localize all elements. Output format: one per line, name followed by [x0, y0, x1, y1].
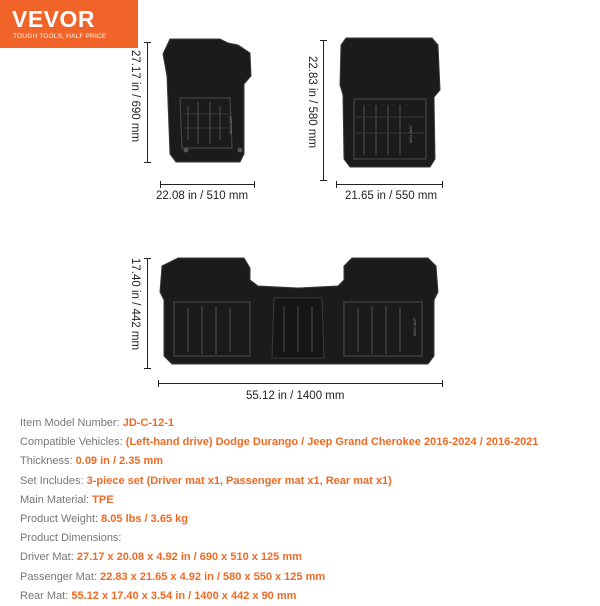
passenger-width-line [336, 184, 442, 185]
brand-tagline: TOUGH TOOLS, HALF PRICE [13, 33, 107, 40]
driver-height-label: 27.17 in / 690 mm [129, 50, 141, 143]
rear-width-tick-right [442, 380, 443, 387]
passenger-height-tick-top [320, 40, 327, 41]
spec-driver-mat: Driver Mat: 27.17 x 20.08 x 4.92 in / 690 x 510 x 125 mm [20, 551, 302, 564]
spec-thickness: Thickness: 0.09 in / 2.35 mm [20, 455, 164, 468]
brand-name: VEVOR [12, 6, 96, 32]
spec-list [20, 414, 538, 606]
driver-height-line [147, 42, 148, 162]
rear-width-label: 55.12 in / 1400 mm [246, 390, 345, 402]
driver-mat-image [158, 36, 258, 166]
rear-height-label: 17.40 in / 442 mm [129, 258, 141, 351]
passenger-width-tick-right [442, 181, 443, 188]
passenger-mat-image [338, 35, 443, 171]
spec-compatible-vehicles: Compatible Vehicles: (Left-hand drive) Dodge Durango / Jeep Grand Cherokee 2016-2024 / 2016-2021 [20, 436, 539, 449]
driver-mat-logo: MAX-MAT [228, 115, 233, 134]
spec-set-includes: Set Includes: 3-piece set (Driver mat x1, Passenger mat x1, Rear mat x1) [20, 474, 392, 487]
passenger-height-line [323, 40, 324, 180]
rear-mat-image [158, 256, 443, 368]
spec-main-material: Main Material: TPE [20, 493, 114, 506]
passenger-height-label: 22.83 in / 580 mm [306, 56, 318, 149]
driver-width-tick-left [160, 181, 161, 188]
rear-height-line [147, 258, 148, 368]
rear-width-line [158, 383, 442, 384]
rear-height-tick-bottom [144, 368, 151, 369]
passenger-width-label: 21.65 in / 550 mm [345, 190, 438, 202]
driver-width-line [160, 184, 254, 185]
vevor-logo [0, 0, 138, 48]
passenger-width-tick-left [336, 181, 337, 188]
driver-height-tick-top [144, 42, 151, 43]
spec-model-number: Item Model Number: JD-C-12-1 [20, 417, 175, 429]
rear-mat-logo: MAX-MAT [412, 317, 417, 336]
driver-height-tick-bottom [144, 162, 151, 163]
driver-width-tick-right [254, 181, 255, 188]
passenger-height-tick-bottom [320, 180, 327, 181]
spec-product-dimensions: Product Dimensions: [20, 532, 122, 545]
driver-width-label: 22.08 in / 510 mm [156, 190, 249, 202]
spec-passenger-mat: Passenger Mat: 22.83 x 21.65 x 4.92 in / 580 x 550 x 125 mm [20, 570, 326, 583]
spec-product-weight: Product Weight: 8.05 lbs / 3.65 kg [20, 513, 188, 526]
spec-rear-mat: Rear Mat: 55.12 x 17.40 x 3.54 in / 1400 x 442 x 90 mm [20, 589, 297, 602]
passenger-mat-logo: MAX-MAT [408, 124, 413, 143]
rear-height-tick-top [144, 258, 151, 259]
rear-width-tick-left [158, 380, 159, 387]
